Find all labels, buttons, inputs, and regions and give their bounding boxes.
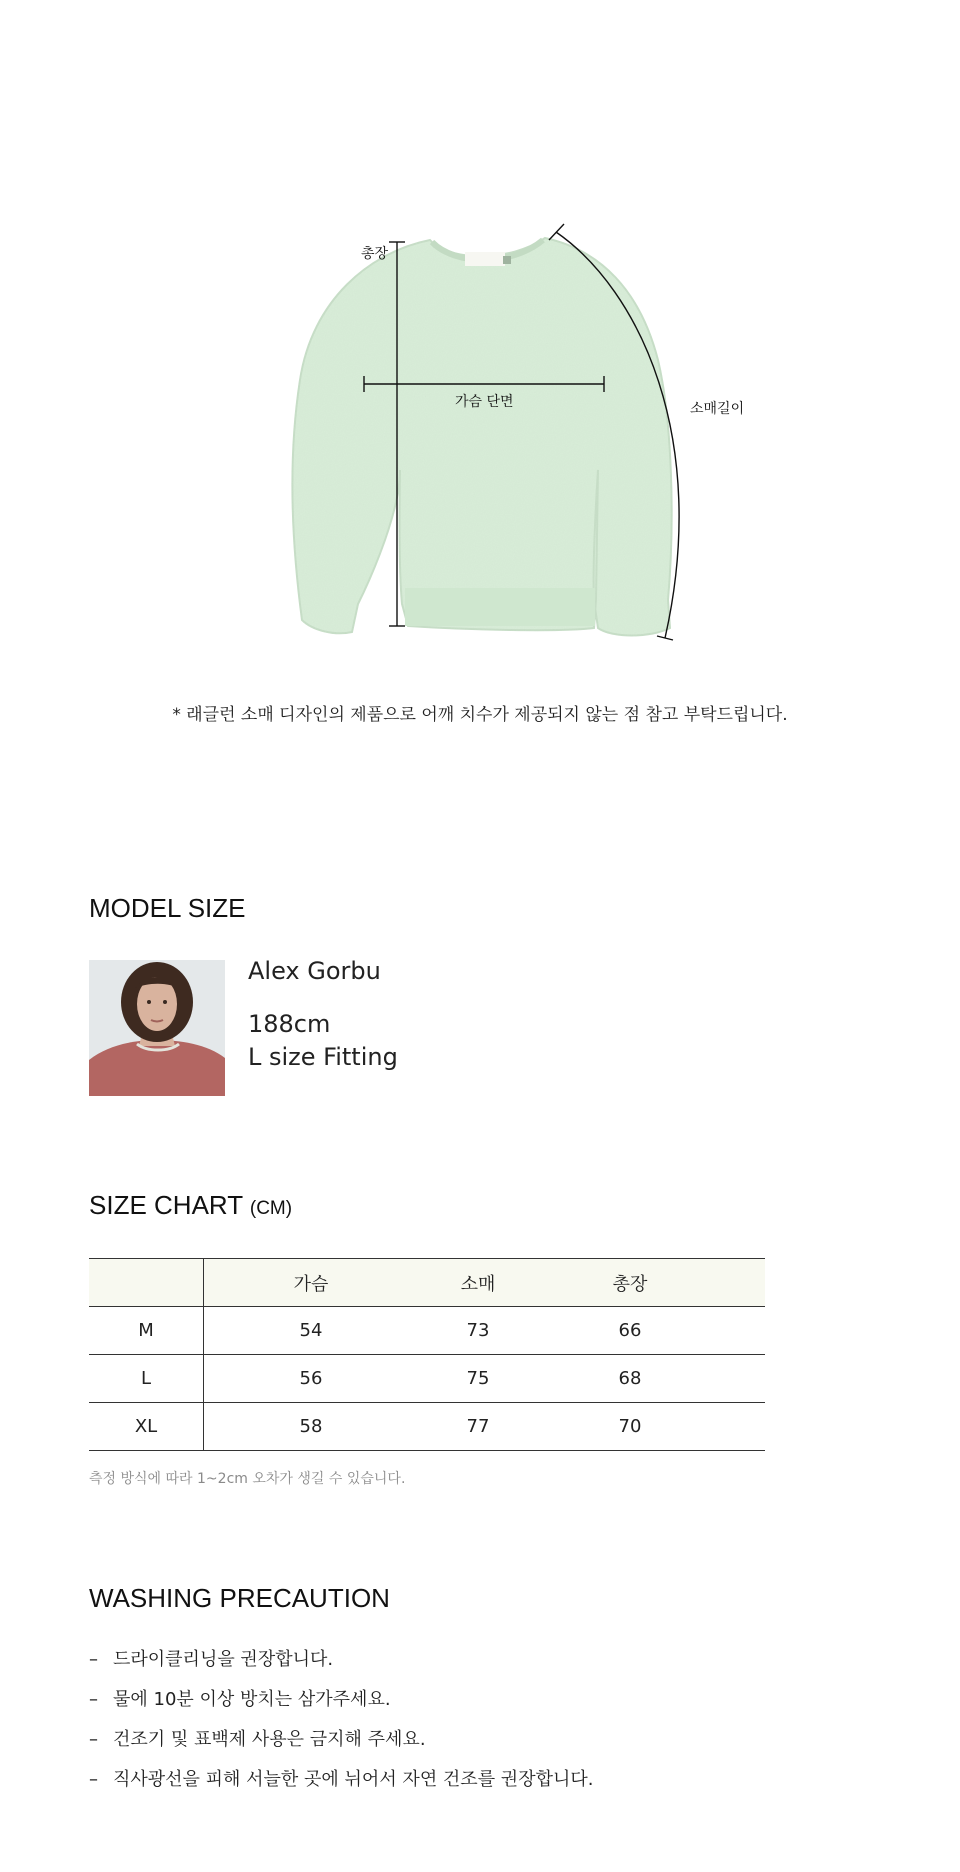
size-cell: L — [89, 1355, 204, 1403]
neck-label — [465, 252, 505, 266]
hem-rib — [405, 588, 595, 626]
model-photo — [89, 960, 225, 1096]
size-chart-unit: (CM) — [249, 1198, 293, 1219]
header-cell-chest: 가슴 — [204, 1259, 419, 1307]
size-cell: XL — [89, 1403, 204, 1451]
list-item — [89, 1720, 593, 1760]
header-cell-length: 총장 — [538, 1259, 722, 1307]
washing-item-text: 드라이클리닝을 권장합니다. — [113, 1649, 334, 1670]
size-cell: M — [89, 1307, 204, 1355]
sleeve-cell: 75 — [418, 1355, 538, 1403]
washing-list — [89, 1640, 593, 1800]
washing-item-text: 직사광선을 피해 서늘한 곳에 뉘어서 자연 건조를 권장합니다. — [113, 1769, 594, 1790]
sleeve-label: 소매길이 — [690, 401, 745, 417]
table-row — [89, 1355, 765, 1403]
list-item — [89, 1640, 593, 1680]
empty-cell — [722, 1355, 765, 1403]
washing-item-text: 물에 10분 이상 방치는 삼가주세요. — [113, 1689, 391, 1710]
list-item — [89, 1680, 593, 1720]
model-size-title: MODEL SIZE — [89, 893, 246, 923]
raglan-note: * 래글런 소매 디자인의 제품으로 어깨 치수가 제공되지 않는 점 참고 부탁드립니다. — [172, 705, 788, 725]
length-cell: 70 — [538, 1403, 722, 1451]
empty-cell — [722, 1307, 765, 1355]
list-item — [89, 1760, 593, 1800]
table-header-row — [89, 1259, 765, 1307]
chest-cell: 56 — [204, 1355, 419, 1403]
header-cell-sleeve: 소매 — [418, 1259, 538, 1307]
sweater-illustration — [0, 0, 960, 700]
bullet-dash: – — [89, 1649, 98, 1670]
header-cell-size — [89, 1259, 204, 1307]
model-height: 188cm — [248, 1010, 331, 1038]
measurement-note: 측정 방식에 따라 1~2cm 오차가 생길 수 있습니다. — [89, 1471, 406, 1487]
bullet-dash: – — [89, 1729, 98, 1750]
size-chart-title — [89, 1190, 292, 1221]
size-diagram — [0, 0, 960, 700]
length-label: 총장 — [361, 246, 389, 262]
model-fitting: L size Fitting — [248, 1043, 398, 1071]
model-name: Alex Gorbu — [248, 957, 381, 985]
washing-title: WASHING PRECAUTION — [89, 1583, 390, 1613]
sleeve-cell: 77 — [418, 1403, 538, 1451]
empty-cell — [722, 1403, 765, 1451]
table-row — [89, 1403, 765, 1451]
chest-cell: 54 — [204, 1307, 419, 1355]
sleeve-cell: 73 — [418, 1307, 538, 1355]
bullet-dash: – — [89, 1689, 98, 1710]
chest-cell: 58 — [204, 1403, 419, 1451]
bullet-dash: – — [89, 1769, 98, 1790]
size-chart-table — [89, 1258, 765, 1451]
table-row — [89, 1307, 765, 1355]
chest-label: 가슴 단면 — [455, 394, 514, 410]
length-cell: 66 — [538, 1307, 722, 1355]
size-chart-title-text: SIZE CHART — [89, 1190, 243, 1220]
length-cell: 68 — [538, 1355, 722, 1403]
header-cell-empty — [722, 1259, 765, 1307]
sweater-shape — [292, 238, 671, 636]
washing-item-text: 건조기 및 표백제 사용은 금지해 주세요. — [113, 1729, 426, 1750]
